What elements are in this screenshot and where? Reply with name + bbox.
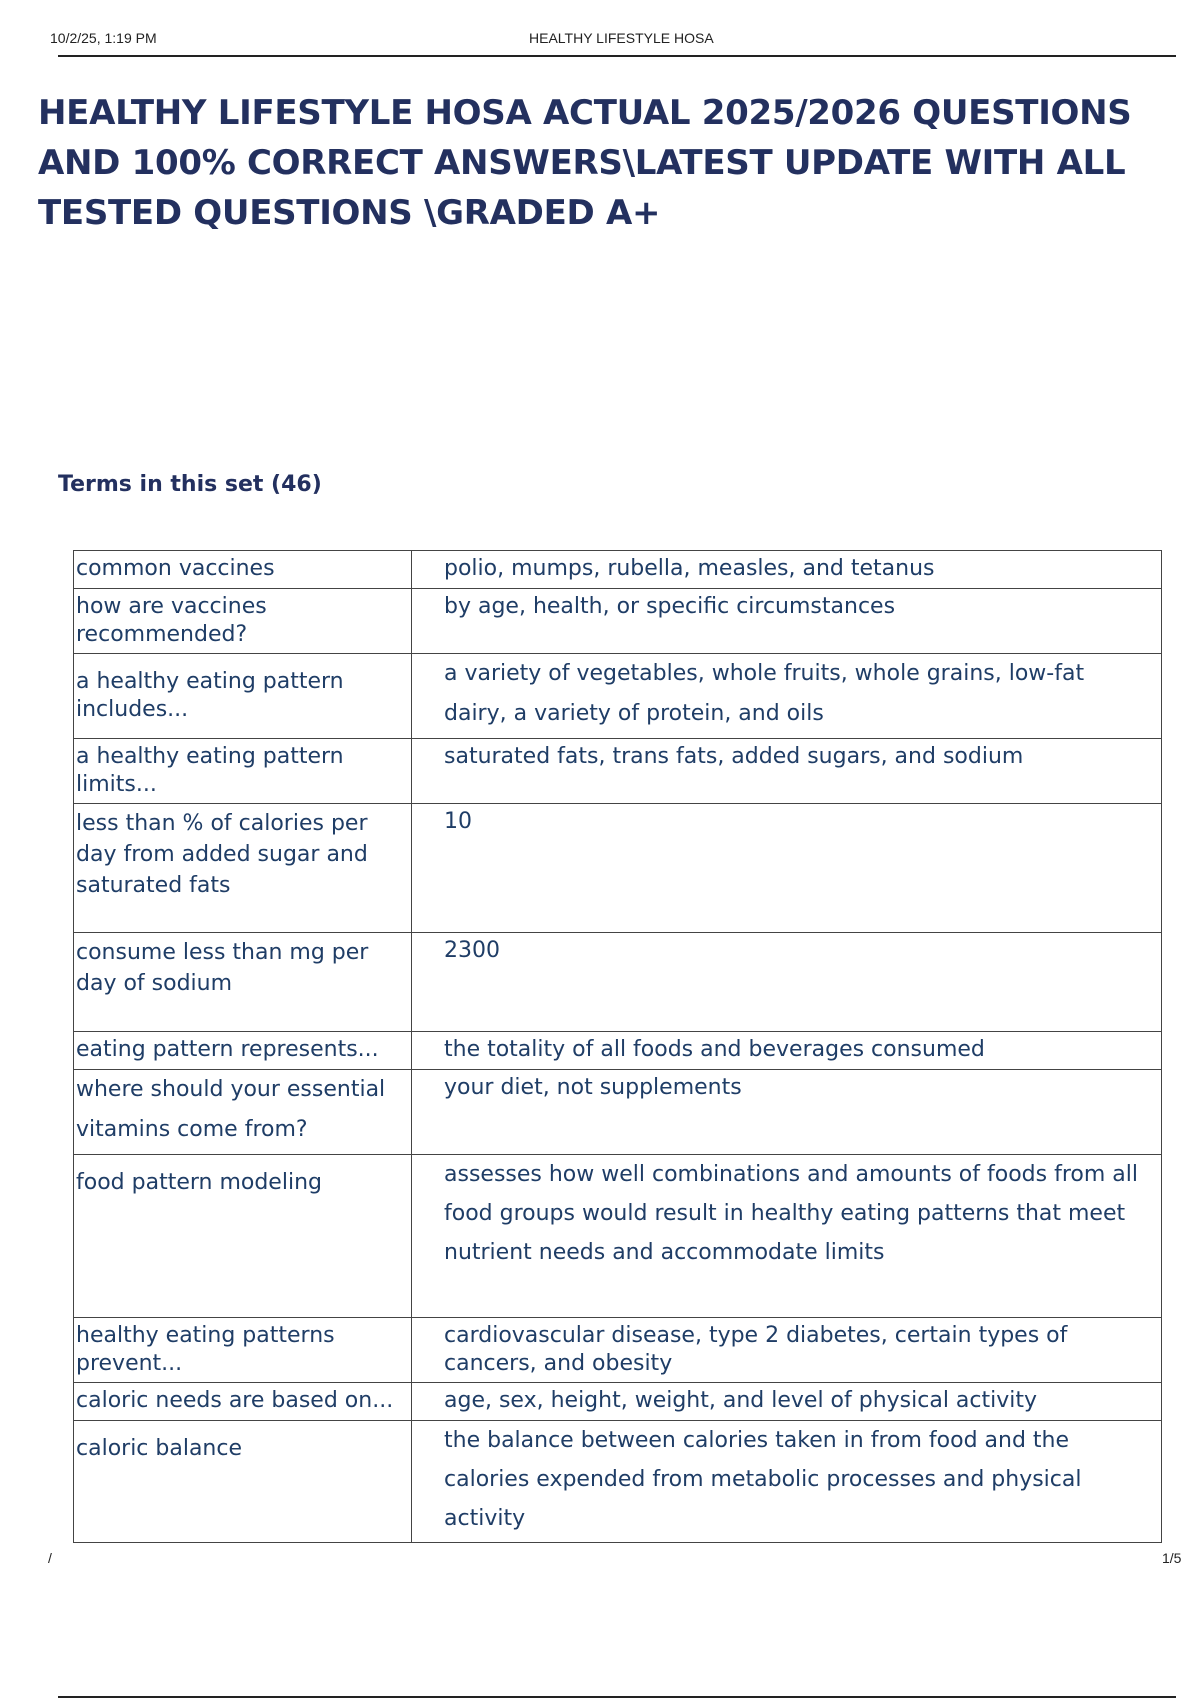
terms-count-heading: Terms in this set (46): [58, 472, 322, 497]
table-row: [74, 1421, 1162, 1543]
page-number: 1/5: [1162, 1550, 1182, 1566]
next-page-divider: [58, 1696, 1176, 1698]
term-cell: where should your essential vitamins come from?: [74, 1070, 412, 1155]
definition-cell: assesses how well combinations and amounts of foods from all food groups would result in healthy eating patterns that meet nutrient needs and accommodate limits: [412, 1155, 1162, 1318]
term-cell: less than % of calories per day from added sugar and saturated fats: [74, 804, 412, 933]
definition-cell: your diet, not supplements: [412, 1070, 1162, 1155]
table-row: [74, 739, 1162, 804]
table-row: [74, 654, 1162, 739]
header-divider: [58, 55, 1176, 57]
print-date: 10/2/25, 1:19 PM: [50, 30, 157, 46]
definition-cell: the balance between calories taken in from food and the calories expended from metabolic processes and physical activity: [412, 1421, 1162, 1543]
term-cell: consume less than mg per day of sodium: [74, 933, 412, 1032]
definition-cell: by age, health, or specific circumstances: [412, 589, 1162, 654]
footer-url: /: [48, 1550, 52, 1566]
document-title: HEALTHY LIFESTYLE HOSA ACTUAL 2025/2026 QUESTIONS AND 100% CORRECT ANSWERS\LATEST UPDATE WITH ALL TESTED QUESTIONS \GRADED A+: [38, 93, 1132, 233]
table-row: [74, 1318, 1162, 1383]
term-cell: eating pattern represents...: [74, 1032, 412, 1070]
definition-cell: a variety of vegetables, whole fruits, whole grains, low-fat dairy, a variety of protein, and oils: [412, 654, 1162, 739]
definition-cell: 10: [412, 804, 1162, 933]
term-cell: caloric needs are based on...: [74, 1383, 412, 1421]
terms-table: [73, 550, 1162, 1543]
definition-cell: saturated fats, trans fats, added sugars, and sodium: [412, 739, 1162, 804]
definition-cell: cardiovascular disease, type 2 diabetes, certain types of cancers, and obesity: [412, 1318, 1162, 1383]
print-header-title: HEALTHY LIFESTYLE HOSA: [529, 30, 714, 46]
term-cell: a healthy eating pattern includes...: [74, 654, 412, 739]
term-cell: common vaccines: [74, 551, 412, 589]
table-row: [74, 804, 1162, 933]
table-row: [74, 551, 1162, 589]
definition-cell: the totality of all foods and beverages consumed: [412, 1032, 1162, 1070]
table-row: [74, 1383, 1162, 1421]
term-cell: healthy eating patterns prevent...: [74, 1318, 412, 1383]
table-row: [74, 933, 1162, 1032]
table-row: [74, 1032, 1162, 1070]
definition-cell: 2300: [412, 933, 1162, 1032]
term-cell: caloric balance: [74, 1421, 412, 1543]
term-cell: a healthy eating pattern limits...: [74, 739, 412, 804]
table-row: [74, 1070, 1162, 1155]
definition-cell: polio, mumps, rubella, measles, and tetanus: [412, 551, 1162, 589]
table-row: [74, 589, 1162, 654]
term-cell: food pattern modeling: [74, 1155, 412, 1318]
table-row: [74, 1155, 1162, 1318]
definition-cell: age, sex, height, weight, and level of physical activity: [412, 1383, 1162, 1421]
term-cell: how are vaccines recommended?: [74, 589, 412, 654]
